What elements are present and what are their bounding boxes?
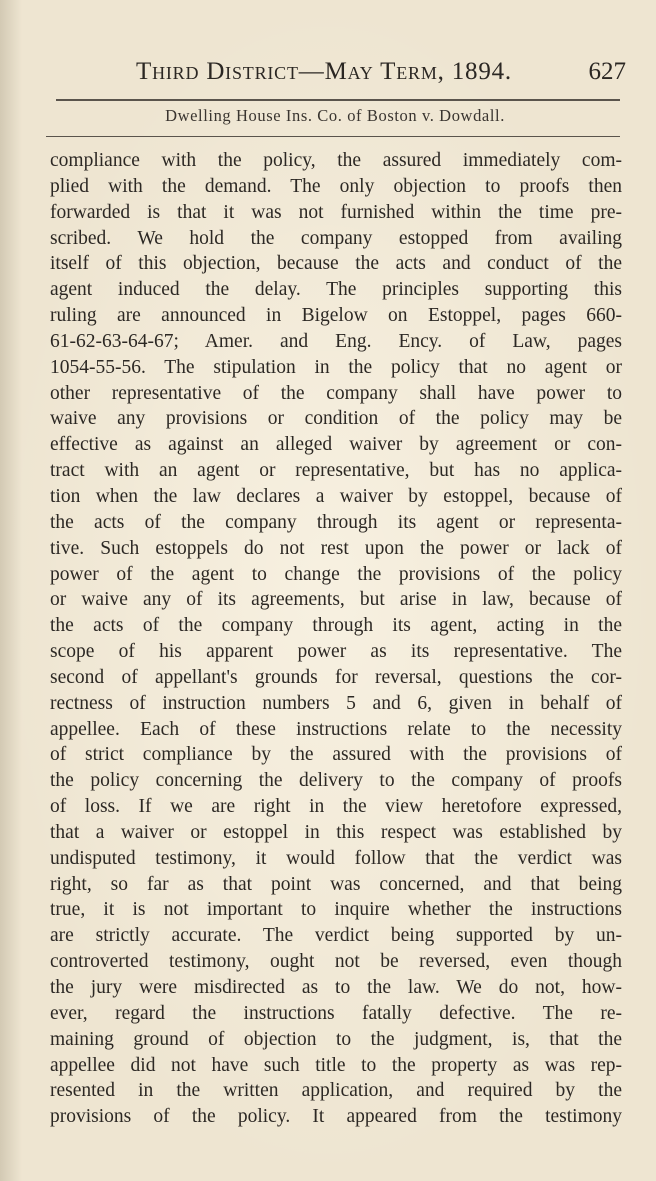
text-line: of strict compliance by the assured with the provisions of [50, 744, 622, 766]
text-line: power of the agent to change the provisions of the policy [50, 563, 622, 585]
text-line: tion when the law declares a waiver by estoppel, because of [50, 485, 622, 507]
text-line: right, so far as that point was concerned, and that being [50, 873, 622, 895]
text-line: resented in the written application, and required by the [50, 1080, 622, 1102]
text-line: 61-62-63-64-67; Amer. and Eng. Ency. of Law, pages [50, 330, 622, 352]
text-line: appellee did not have such title to the property as was rep- [50, 1054, 622, 1076]
text-line: waive any provisions or condition of the policy may be [50, 408, 622, 430]
text-line: ruling are announced in Bigelow on Estoppel, pages 660- [50, 305, 622, 327]
text-line: controverted testimony, ought not be reversed, even though [50, 951, 622, 973]
text-line: that a waiver or estoppel in this respect was established by [50, 821, 622, 843]
text-line: undisputed testimony, it would follow that the verdict was [50, 847, 622, 869]
text-line: of loss. If we are right in the view heretofore expressed, [50, 796, 622, 818]
text-line: itself of this objection, because the acts and conduct of the [50, 253, 622, 275]
text-line: the acts of the company through its agent or representa- [50, 511, 622, 533]
text-line: compliance with the policy, the assured immediately com- [50, 150, 622, 171]
text-line: the policy concerning the delivery to the company of proofs [50, 770, 622, 792]
header-rule-top [56, 99, 620, 101]
text-line: agent induced the delay. The principles supporting this [50, 279, 622, 301]
text-line: other representative of the company shall have power to [50, 382, 622, 404]
text-line: are strictly accurate. The verdict being supported by un- [50, 925, 622, 947]
binding-gutter-shadow [0, 0, 22, 1181]
text-line: second of appellant's grounds for reversal, questions the cor- [50, 666, 622, 688]
text-line: tive. Such estoppels do not rest upon the power or lack of [50, 537, 622, 559]
page-number: 627 [588, 58, 626, 85]
text-line: or waive any of its agreements, but arise in law, because of [50, 589, 622, 611]
text-line: effective as against an alleged waiver by agreement or con- [50, 434, 622, 456]
opinion-body-text [50, 148, 622, 1130]
text-line: forwarded is that it was not furnished within the time pre- [50, 201, 622, 223]
text-line: 1054-55-56. The stipulation in the policy that no agent or [50, 356, 622, 378]
text-line: scribed. We hold the company estopped from availing [50, 227, 622, 249]
text-line: the acts of the company through its agent, acting in the [50, 615, 622, 637]
text-line: provisions of the policy. It appeared from the testimony [50, 1106, 622, 1128]
running-head-title: Third District—May Term, 1894. [136, 58, 512, 85]
text-line: appellee. Each of these instructions relate to the necessity [50, 718, 622, 740]
text-line: ever, regard the instructions fatally defective. The re- [50, 1002, 622, 1024]
text-line: true, it is not important to inquire whether the instructions [50, 899, 622, 921]
text-line: the jury were misdirected as to the law. We do not, how- [50, 977, 622, 998]
text-line: plied with the demand. The only objection to proofs then [50, 175, 622, 197]
text-line: rectness of instruction numbers 5 and 6, given in behalf of [50, 692, 622, 714]
text-line: maining ground of objection to the judgment, is, that the [50, 1028, 622, 1050]
running-head [0, 58, 656, 92]
text-line: scope of his apparent power as its representative. The [50, 641, 622, 663]
case-caption: Dwelling House Ins. Co. of Boston v. Dowdall. [165, 106, 505, 125]
header-rule-bottom [46, 136, 620, 137]
text-line: tract with an agent or representative, but has no applica- [50, 460, 622, 482]
